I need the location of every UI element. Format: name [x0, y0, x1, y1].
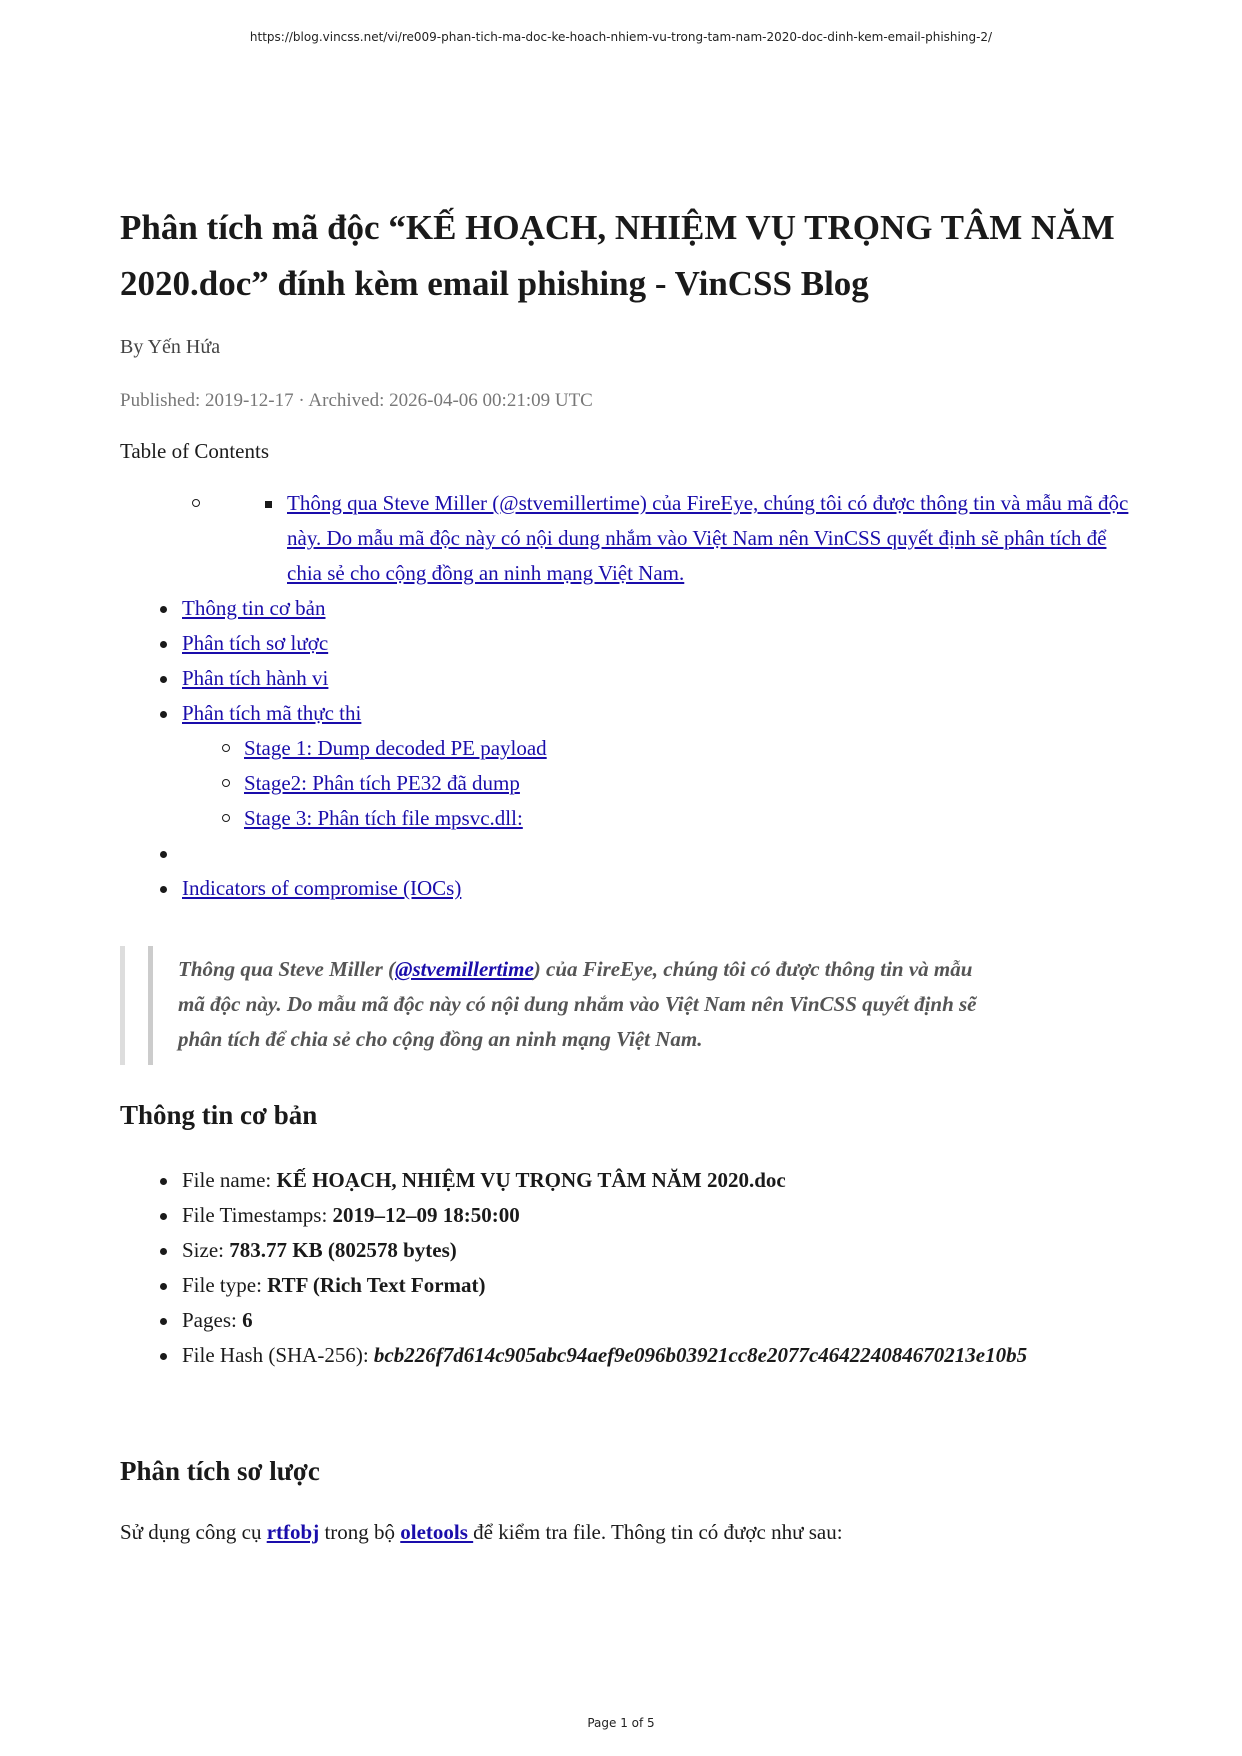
quote-text-start: Thông qua Steve Miller (	[178, 957, 396, 981]
info-value: 2019–12–09 18:50:00	[332, 1203, 520, 1227]
overview-text: để kiểm tra file. Thông tin có được như sau:	[473, 1520, 843, 1544]
toc-subitem-stage1[interactable]	[244, 731, 1130, 766]
file-type-row	[182, 1268, 1130, 1303]
info-label: File name:	[182, 1168, 277, 1192]
intro-blockquote	[120, 946, 1130, 1065]
toc-link-intro[interactable]: Thông qua Steve Miller (@stvemillertime) của FireEye, chúng tôi có được thông tin và mẫu mã độc này. Do mẫu mã độc này có nội dung nhắm vào Việt Nam nên VinCSS quyết định sẽ phân tích để chia sẻ cho cộng đồng an ninh mạng Việt Nam.	[287, 491, 1129, 585]
file-hash-row	[182, 1338, 1130, 1373]
toc-link-code-analysis[interactable]: Phân tích mã thực thi	[182, 701, 362, 725]
toc-subitem-stage3[interactable]	[244, 801, 1130, 836]
quote-bar	[120, 946, 125, 1065]
quote-text-end: ) của FireEye, chúng tôi có được thông tin và mẫu mã độc này. Do mẫu mã độc này có nội dung nhắm vào Việt Nam nên VinCSS quyết định sẽ phân tích để chia sẻ cho cộng đồng an ninh mạng Việt Nam.	[178, 957, 977, 1051]
toc-item-basic-info[interactable]	[182, 591, 1130, 626]
toc-link-stage3[interactable]: Stage 3: Phân tích file mpsvc.dll:	[244, 806, 523, 830]
oletools-link[interactable]: oletools	[400, 1520, 474, 1544]
toc-list	[182, 591, 1130, 906]
file-name-row	[182, 1163, 1130, 1198]
toc-sublist	[244, 731, 1130, 836]
toc-title: Table of Contents	[120, 439, 269, 463]
overview-heading: Phân tích sơ lược	[120, 1456, 320, 1486]
page-title: Phân tích mã độc “KẾ HOẠCH, NHIỆM VỤ TRỌNG TÂM NĂM 2020.doc” đính kèm email phishing - VinCSS Blog	[120, 208, 1115, 303]
overview-text: trong bộ	[319, 1520, 401, 1544]
twitter-handle-link[interactable]: @stvemillertime	[395, 957, 534, 981]
toc-nested-level	[244, 486, 1130, 591]
info-value: RTF (Rich Text Format)	[267, 1273, 486, 1297]
page-url: https://blog.vincss.net/vi/re009-phan-tich-ma-doc-ke-hoach-nhiem-vu-trong-tam-nam-2020-doc-dinh-kem-email-phishing-2/	[249, 30, 993, 44]
info-label: Size:	[182, 1238, 230, 1262]
toc-item-iocs[interactable]	[182, 871, 1130, 906]
basic-info-heading: Thông tin cơ bản	[120, 1100, 318, 1130]
overview-paragraph	[120, 1515, 1130, 1550]
info-value: 783.77 KB (802578 bytes)	[229, 1238, 457, 1262]
article	[120, 200, 1130, 1550]
info-label: File Timestamps:	[182, 1203, 333, 1227]
toc-link-iocs[interactable]: Indicators of compromise (IOCs)	[182, 876, 462, 900]
toc-link-behavior[interactable]: Phân tích hành vi	[182, 666, 329, 690]
toc-link-basic-info[interactable]: Thông tin cơ bản	[182, 596, 326, 620]
info-value: KẾ HOẠCH, NHIỆM VỤ TRỌNG TÂM NĂM 2020.doc	[276, 1168, 786, 1192]
toc-link-overview[interactable]: Phân tích sơ lược	[182, 631, 329, 655]
file-timestamp-row	[182, 1198, 1130, 1233]
toc-item-code-analysis[interactable]	[182, 696, 1130, 836]
table-of-contents	[120, 486, 1130, 906]
toc-item-overview[interactable]	[182, 626, 1130, 661]
toc-item-behavior[interactable]	[182, 661, 1130, 696]
rtfobj-link[interactable]: rtfobj	[266, 1520, 320, 1544]
toc-subitem-stage2[interactable]	[244, 766, 1130, 801]
info-value: 6	[242, 1308, 253, 1332]
overview-text: Sử dụng công cụ	[120, 1520, 267, 1544]
publish-meta: Published: 2019-12-17 · Archived: 2026-04-06 00:21:09 UTC	[120, 390, 593, 411]
quote-bar-inner	[148, 946, 153, 1065]
file-info-list	[182, 1163, 1130, 1373]
info-label: File type:	[182, 1273, 268, 1297]
toc-item-empty	[182, 836, 1130, 871]
info-value: bcb226f7d614c905abc94aef9e096b03921cc8e2077c464224084670213e10b5	[373, 1343, 1028, 1367]
toc-item-intro[interactable]	[287, 486, 1130, 591]
file-size-row	[182, 1233, 1130, 1268]
page-number: Page 1 of 5	[587, 1716, 655, 1730]
toc-link-stage2[interactable]: Stage2: Phân tích PE32 đã dump	[244, 771, 520, 795]
byline: By Yến Hứa	[120, 336, 221, 358]
toc-link-stage1[interactable]: Stage 1: Dump decoded PE payload	[244, 736, 547, 760]
info-label: File Hash (SHA-256):	[182, 1343, 374, 1367]
file-pages-row	[182, 1303, 1130, 1338]
info-label: Pages:	[182, 1308, 243, 1332]
